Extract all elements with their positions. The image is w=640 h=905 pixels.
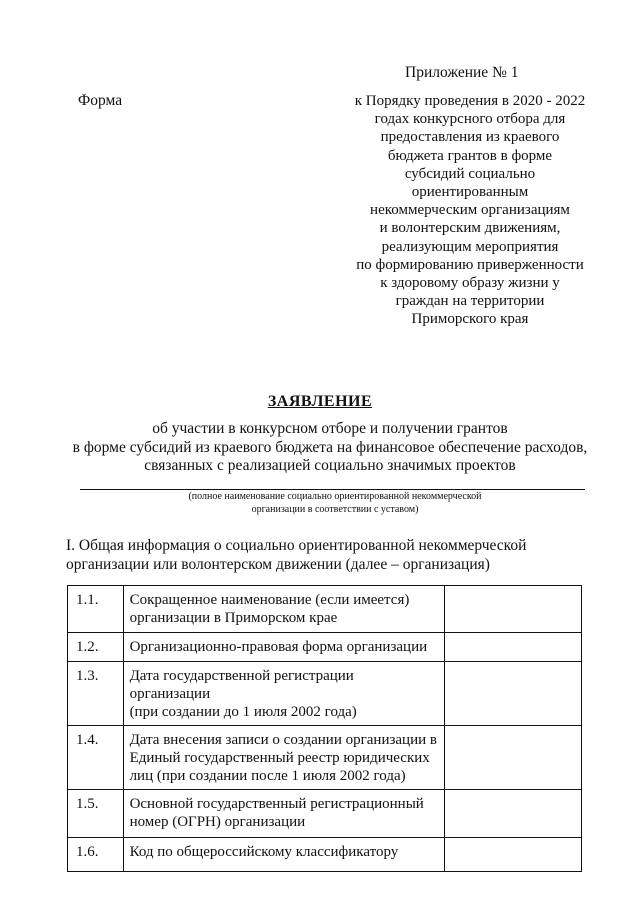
table-row bbox=[68, 633, 582, 662]
row-label bbox=[123, 662, 444, 726]
order-line: по формированию приверженности bbox=[356, 256, 584, 273]
subtitle-line: в форме субсидий из краевого бюджета на финансовое обеспечение расходов, bbox=[72, 438, 588, 456]
order-line: годах конкурсного отбора для bbox=[374, 111, 566, 128]
section-heading bbox=[66, 536, 526, 574]
row-label-line: (при создании до 1 июля 2002 года) bbox=[129, 704, 357, 720]
table-row bbox=[68, 586, 582, 633]
order-line: предоставления из краевого bbox=[380, 129, 560, 146]
row-number: 1.2. bbox=[68, 633, 124, 662]
section-heading-line: организации или волонтерском движении (далее – организация) bbox=[66, 556, 490, 573]
row-label-line: лиц (при создании после 1 июля 2002 года) bbox=[129, 768, 406, 784]
row-label-line: Код по общероссийскому классификатору bbox=[129, 844, 399, 860]
document-subtitle bbox=[30, 420, 630, 476]
row-number: 1.5. bbox=[68, 790, 124, 838]
subtitle-line: об участии в конкурсном отборе и получении грантов bbox=[152, 420, 508, 437]
order-reference bbox=[345, 92, 595, 329]
row-number: 1.1. bbox=[68, 586, 124, 633]
row-value-cell[interactable] bbox=[444, 633, 581, 662]
row-label-line: номер (ОГРН) организации bbox=[129, 814, 306, 830]
order-line: некоммерческим организациям bbox=[370, 202, 570, 219]
table-row bbox=[68, 662, 582, 726]
order-line: и волонтерским движениям, bbox=[379, 220, 561, 237]
organization-info-table bbox=[67, 585, 582, 872]
form-label: Форма bbox=[78, 92, 123, 109]
row-label-line: Дата государственной регистрации организации bbox=[129, 668, 354, 702]
section-heading-line: I. Общая информация о социально ориентированной некоммерческой bbox=[66, 537, 527, 554]
order-line: к Порядку проведения в 2020 - 2022 bbox=[354, 93, 586, 109]
table-row bbox=[68, 838, 582, 872]
row-label bbox=[123, 838, 444, 872]
row-value-cell[interactable] bbox=[444, 586, 581, 633]
row-number: 1.4. bbox=[68, 726, 124, 790]
table-row bbox=[68, 790, 582, 838]
row-label bbox=[123, 790, 444, 838]
order-line: Приморского края bbox=[411, 311, 529, 328]
table-row bbox=[68, 726, 582, 790]
row-label-line: организации в Приморском крае bbox=[129, 610, 338, 626]
appendix-number: Приложение № 1 bbox=[405, 64, 519, 81]
order-line: граждан на территории bbox=[395, 293, 545, 310]
row-value-cell[interactable] bbox=[444, 790, 581, 838]
row-value-cell[interactable] bbox=[444, 838, 581, 872]
document-title: ЗАЯВЛЕНИЕ bbox=[267, 393, 373, 410]
row-label-line: Основной государственный регистрационный bbox=[129, 796, 424, 812]
row-label-line: Дата внесения записи о создании организации в bbox=[129, 732, 437, 748]
row-value-cell[interactable] bbox=[444, 726, 581, 790]
organization-name-hint bbox=[140, 490, 530, 516]
row-value-cell[interactable] bbox=[444, 662, 581, 726]
order-line: субсидий социально bbox=[404, 165, 536, 182]
subtitle-line: связанных с реализацией социально значимых проектов bbox=[144, 457, 516, 474]
order-line: к здоровому образу жизни у bbox=[380, 275, 560, 292]
row-label-line: Единый государственный реестр юридических bbox=[129, 750, 430, 766]
row-label-line: Сокращенное наименование (если имеется) bbox=[129, 592, 410, 608]
hint-line: (полное наименование социально ориентированной некоммерческой bbox=[188, 491, 482, 502]
row-label bbox=[123, 726, 444, 790]
order-line: бюджета грантов в форме bbox=[387, 147, 553, 164]
order-line: реализующим мероприятия bbox=[381, 238, 559, 255]
row-label bbox=[123, 586, 444, 633]
row-number: 1.3. bbox=[68, 662, 124, 726]
row-number: 1.6. bbox=[68, 838, 124, 872]
row-label bbox=[123, 633, 444, 662]
row-label-line: Организационно-правовая форма организации bbox=[129, 639, 428, 655]
order-line: ориентированным bbox=[411, 184, 529, 201]
hint-line: организации в соответствии с уставом) bbox=[251, 504, 419, 515]
